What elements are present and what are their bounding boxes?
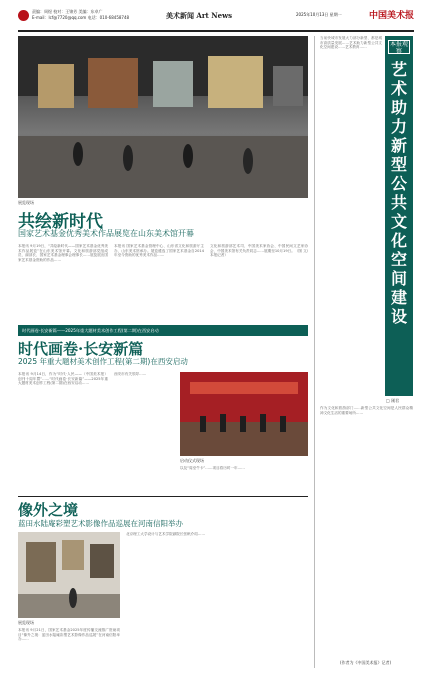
- column-divider: [314, 36, 315, 668]
- masthead-info: [32, 9, 129, 20]
- story2-title: 时代画卷·长安新篇: [18, 340, 144, 358]
- sidebar-tag: 本报观察: [389, 41, 408, 55]
- story-divider: [18, 496, 308, 497]
- right-column-text-2: [320, 406, 413, 656]
- story3-column-2: [126, 532, 308, 668]
- masthead: [18, 8, 414, 32]
- right-photo-caption: □ 刚君: [386, 398, 400, 403]
- story2-col2-text: 西安市有关领导……: [114, 372, 147, 376]
- right-column-text: [320, 36, 382, 390]
- right-col-text-1: 当前快城市发展大力部分新型、都是城市高质量发展……艺术助力新型公共文化空间建设……艺术教育……: [320, 36, 382, 50]
- story1-col3-text: 文化和旅游部艺术司、中国美术家协会、中国民间文艺家协会、中国美术馆有关负责同志……展期至10月19日。（图 文/本报记者）: [210, 244, 308, 258]
- story1-col1-text: 本报讯 9月19日，“共绘新时代——国家艺术基金优秀美术作品展览”在山东美术馆开幕。文化和旅游部党组成员、副部长、国家艺术基金理事会理事长……展览展出国家艺术基金资助的作品……: [18, 244, 108, 262]
- right-author-note: (作者为《中国美术报》记者): [340, 660, 392, 665]
- story1-subtitle: 国家艺术基金优秀美术作品展览在山东美术馆开幕: [18, 229, 194, 238]
- gallery-wall-illustration: [18, 532, 120, 618]
- story3-subtitle: 蓝田水陆庵彩塑艺术影像作品巡展在河南信阳举办: [18, 519, 183, 528]
- story3-photo: [18, 532, 120, 618]
- right-col-text-2: 作为文化和旅游部门……新型公共文化空间是人民群众精神文化生活的重要场所……: [320, 406, 413, 415]
- story2-column-2: [114, 372, 174, 492]
- exhibition-hall-illustration: [18, 36, 308, 198]
- story2-photo-caption: 启动仪式现场: [180, 458, 204, 463]
- story2-column-3: [180, 466, 308, 492]
- story1-photo: [18, 36, 308, 198]
- story3-column-1: [18, 628, 120, 668]
- story1-title: 共绘新时代: [18, 212, 103, 232]
- story1-column-1: [18, 244, 108, 322]
- story2-photo: [180, 372, 308, 456]
- story3-title: 像外之境: [18, 501, 79, 519]
- story1-photo-caption: 展览现场: [18, 200, 34, 205]
- paper-logo-icon: [18, 10, 29, 21]
- story2-ribbon: 时代画卷·长安新篇——2025年重大题材美术创作工程(第二期)在西安启动: [18, 325, 308, 336]
- story3-col2-text: 北京理工大学设计与艺术学院副院长张帆介绍……: [126, 532, 206, 536]
- story2-col1-text: 本报讯 9月14日，作为“时代·人民——（中国美术报）创刊十周年暨”……“时代画卷·长安新篇”——2025年重大题材美术创作工程(第二期)在西安启动……: [18, 372, 108, 386]
- masthead-info-line1: 责编：周煜 校对：王锦芳 美编：东卓广: [32, 9, 103, 14]
- section-title: 美术新闻 Art News: [166, 11, 233, 20]
- story3-photo-caption: 展览现场: [18, 620, 34, 625]
- story3-col1-text: 本报讯 9月21日，国家艺术基金2025年度传播交流推广资助项目“像外之境：蓝田水陆庵彩塑艺术影像作品巡展”在河南信阳举办……: [18, 628, 120, 642]
- ceremony-stage-illustration: [180, 372, 308, 456]
- commentary-sidebar: [385, 36, 413, 396]
- story2-column-1: [18, 372, 108, 492]
- story2-subtitle: 2025 年重大题材美术创作工程(第二期)在西安启动: [18, 357, 188, 366]
- story1-column-3: [210, 244, 308, 322]
- masthead-info-line2: E-mail：lcf@7720@qq.com 电话：010-68458748: [32, 14, 130, 20]
- sidebar-vertical-title: 艺术助力新型公共文化空间建设: [390, 60, 407, 326]
- paper-name: 中国美术报: [368, 11, 414, 21]
- story2-col3-text: 以及“周至牛卡”……项目将历时一年……: [180, 466, 245, 470]
- story1-col2-text: 本报讯 国家艺术基金管理中心、山东省文化和旅游厅主办，山东美术馆承办。展览遴选了国家艺术基金自2014年至今资助的优秀美术作品……: [114, 244, 204, 258]
- issue-date: 2025年10月13日 星期一: [296, 12, 342, 17]
- story1-column-2: [114, 244, 204, 322]
